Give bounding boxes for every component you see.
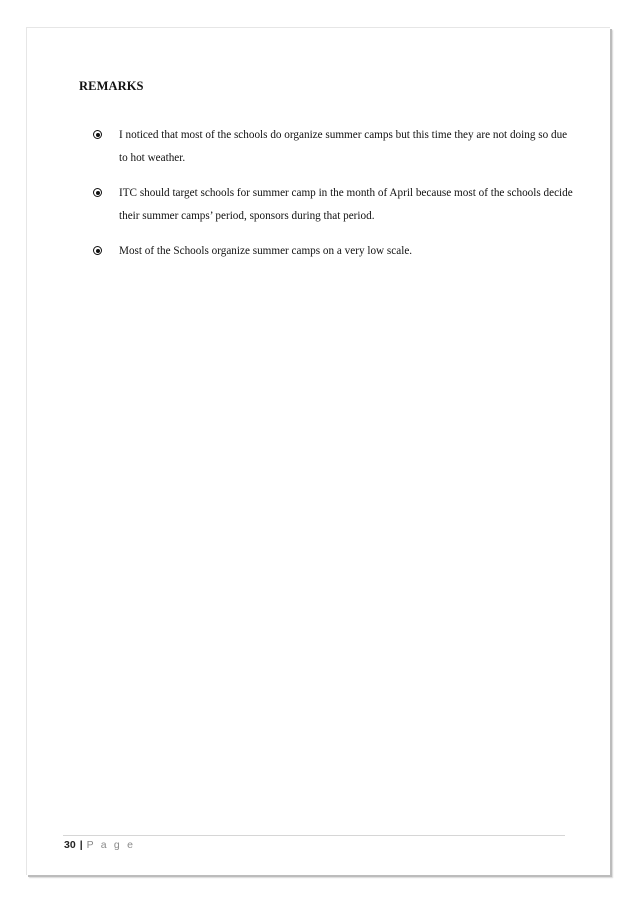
list-item-text: Most of the Schools organize summer camps on a very low scale.: [119, 245, 413, 257]
page-label: P a g e: [86, 839, 136, 851]
list-item-text: I noticed that most of the schools do organize summer camps but this time they are not doing so due to hot weather.: [119, 129, 568, 164]
list-item: [93, 124, 573, 170]
circled-bullet-icon: [93, 246, 102, 255]
document-page: [26, 27, 610, 875]
circled-bullet-icon: [93, 188, 102, 197]
list-item: [93, 240, 573, 263]
section-heading: REMARKS: [79, 79, 144, 93]
remarks-list: [93, 124, 573, 275]
page-number: 30: [64, 839, 76, 851]
footer-separator: |: [79, 839, 83, 851]
list-item-text: ITC should target schools for summer camp in the month of April because most of the schools decide their summer camps’ period, sponsors during that period.: [119, 187, 573, 222]
circled-bullet-icon: [93, 130, 102, 139]
list-item: [93, 182, 573, 228]
page-footer: [64, 839, 135, 851]
footer-divider: [63, 835, 565, 836]
